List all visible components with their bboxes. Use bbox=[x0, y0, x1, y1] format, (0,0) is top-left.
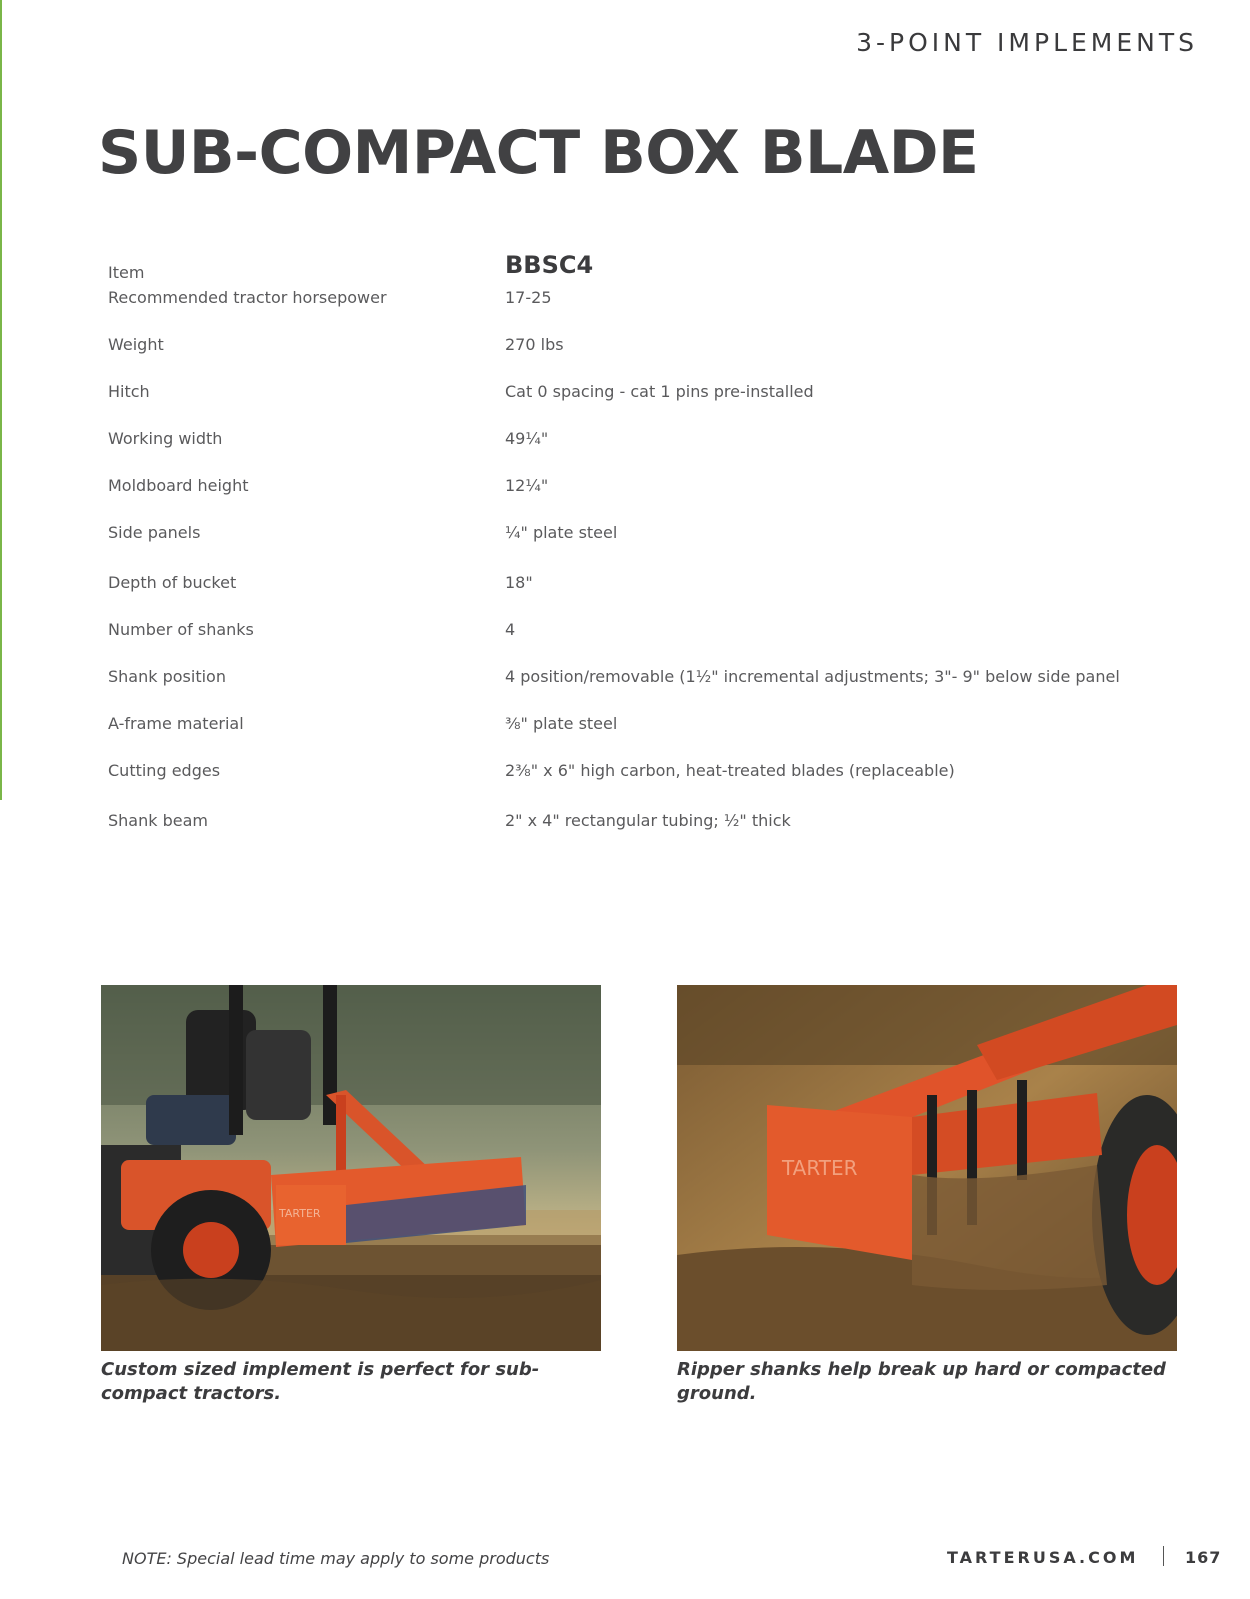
photo-tractor-field bbox=[101, 985, 601, 1351]
spec-label: Depth of bucket bbox=[108, 573, 237, 592]
footer-note: NOTE: Special lead time may apply to some products bbox=[122, 1549, 550, 1568]
spec-value: 12¼" bbox=[505, 476, 549, 495]
spec-value: 270 lbs bbox=[505, 335, 564, 354]
implement-brand-mark: TARTER bbox=[279, 1207, 321, 1220]
spec-label: Hitch bbox=[108, 382, 150, 401]
spec-label: Side panels bbox=[108, 523, 201, 542]
spec-value: 2⅜" x 6" high carbon, heat-treated blades (replaceable) bbox=[505, 761, 955, 780]
spec-label: Weight bbox=[108, 335, 164, 354]
spec-label: A-frame material bbox=[108, 714, 244, 733]
photo-caption: Custom sized implement is perfect for sub-compact tractors. bbox=[101, 1359, 540, 1404]
spec-label: Number of shanks bbox=[108, 620, 254, 639]
spec-label: Moldboard height bbox=[108, 476, 249, 495]
section-heading: 3-POINT IMPLEMENTS bbox=[856, 28, 1198, 57]
footer-website: TARTERUSA.COM bbox=[947, 1548, 1139, 1567]
spec-header-label: Item bbox=[108, 263, 145, 282]
spec-value: ¼" plate steel bbox=[505, 523, 618, 542]
spec-value: 17-25 bbox=[505, 288, 552, 307]
page-title: SUB-COMPACT BOX BLADE bbox=[98, 118, 979, 188]
spec-model-number: BBSC4 bbox=[505, 251, 594, 279]
spec-value: 4 position/removable (1½" incremental adjustments; 3"- 9" below side panel bbox=[505, 667, 1120, 686]
spec-label: Recommended tractor horsepower bbox=[108, 288, 387, 307]
spec-value: Cat 0 spacing - cat 1 pins pre-installed bbox=[505, 382, 814, 401]
spec-label: Shank position bbox=[108, 667, 226, 686]
spec-label: Working width bbox=[108, 429, 223, 448]
photo-caption: Ripper shanks help break up hard or compacted ground. bbox=[677, 1359, 1166, 1404]
spec-value: 2" x 4" rectangular tubing; ½" thick bbox=[505, 811, 791, 830]
photo-box-blade-closeup bbox=[677, 985, 1177, 1351]
footer-divider bbox=[1163, 1546, 1164, 1566]
spec-label: Shank beam bbox=[108, 811, 208, 830]
implement-brand-mark: TARTER bbox=[782, 1156, 858, 1180]
spec-value: 49¼" bbox=[505, 429, 549, 448]
page-number: 167 bbox=[1185, 1548, 1222, 1567]
spec-label: Cutting edges bbox=[108, 761, 221, 780]
spec-value: ⅜" plate steel bbox=[505, 714, 618, 733]
spec-value: 4 bbox=[505, 620, 516, 639]
page-edge-strip bbox=[0, 0, 2, 800]
spec-value: 18" bbox=[505, 573, 533, 592]
